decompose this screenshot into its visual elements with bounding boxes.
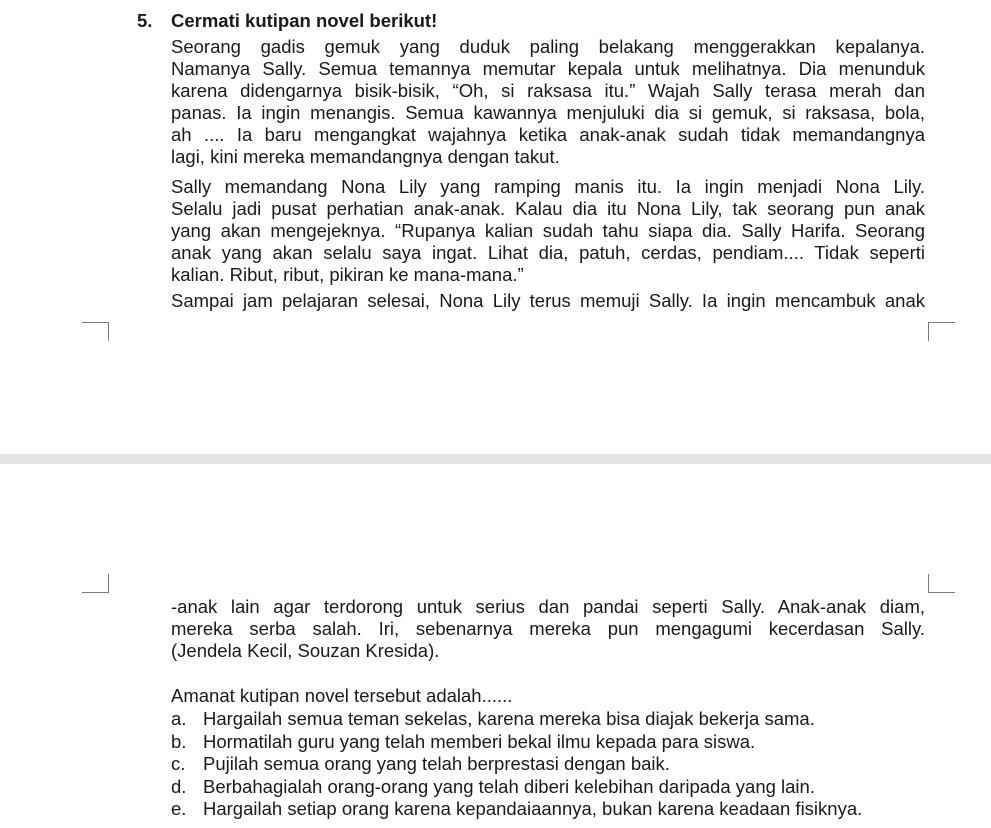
text-line: yang akan mengejeknya. “Rupanya kalian sudah tahu siapa dia. Sally Harifa. Seorang	[171, 220, 925, 241]
text-line: lagi, kini mereka memandangnya dengan takut.	[171, 146, 560, 167]
text-line: Selalu jadi pusat perhatian anak-anak. Kalau dia itu Nona Lily, tak seorang pun anak	[171, 198, 925, 219]
question-prompt: Amanat kutipan novel tersebut adalah......	[171, 685, 513, 706]
option-d[interactable]: d. Berbahagialah orang-orang yang telah diberi kelebihan daripada yang lain.	[171, 775, 815, 797]
text-line: kalian. Ribut, ribut, pikiran ke mana-mana.”	[171, 264, 524, 285]
excerpt-paragraph-2	[171, 176, 925, 286]
page-corner-mark	[82, 574, 109, 593]
excerpt-paragraph-continued	[171, 596, 925, 662]
text-line: mereka serba salah. Iri, sebenarnya mereka pun mengagumi kecerdasan Sally.	[171, 618, 925, 639]
answer-options	[171, 708, 862, 821]
option-c[interactable]: c. Pujilah semua orang yang telah berprestasi dengan baik.	[171, 753, 670, 774]
option-b[interactable]: b. Hormatilah guru yang telah memberi bekal ilmu kepada para siswa.	[171, 730, 756, 752]
text-line: Namanya Sally. Semua temannya memutar kepala untuk melihatnya. Dia menunduk	[171, 58, 925, 79]
text-line: karena didengarnya bisik-bisik, “Oh, si raksasa itu.” Wajah Sally terasa merah dan	[171, 80, 925, 101]
text-line: ah .... Ia baru mengangkat wajahnya ketika anak-anak sudah tidak memandangnya	[171, 124, 925, 145]
question-title: Cermati kutipan novel berikut!	[171, 10, 438, 31]
excerpt-paragraph-1	[171, 36, 925, 168]
page-corner-mark	[928, 574, 955, 593]
page-corner-mark	[82, 322, 109, 341]
text-line: Seorang gadis gemuk yang duduk paling belakang menggerakkan kepalanya.	[171, 36, 925, 57]
text-line: Sampai jam pelajaran selesai, Nona Lily terus memuji Sally. Ia ingin mencambuk anak	[171, 290, 925, 311]
text-line: Sally memandang Nona Lily yang ramping manis itu. Ia ingin menjadi Nona Lily.	[171, 176, 925, 197]
question-number: 5.	[137, 10, 153, 31]
option-e[interactable]: e. Hargailah setiap orang karena kepandaiaannya, bukan karena keadaan fisiknya.	[171, 798, 863, 819]
text-line: -anak lain agar terdorong untuk serius dan pandai seperti Sally. Anak-anak diam,	[171, 596, 925, 617]
text-line: anak yang akan selalu saya ingat. Lihat dia, patuh, cerdas, pendiam.... Tidak seperti	[171, 242, 925, 263]
option-a[interactable]: a. Hargailah semua teman sekelas, karena mereka bisa diajak bekerja sama.	[171, 708, 815, 729]
source-citation: (Jendela Kecil, Souzan Kresida).	[171, 640, 440, 661]
excerpt-paragraph-3	[171, 290, 925, 312]
text-line: panas. Ia ingin menangis. Semua kawannya menjuluki dia si gemuk, si raksasa, bola,	[171, 102, 925, 123]
page-break	[0, 454, 991, 464]
page-corner-mark	[928, 322, 955, 341]
